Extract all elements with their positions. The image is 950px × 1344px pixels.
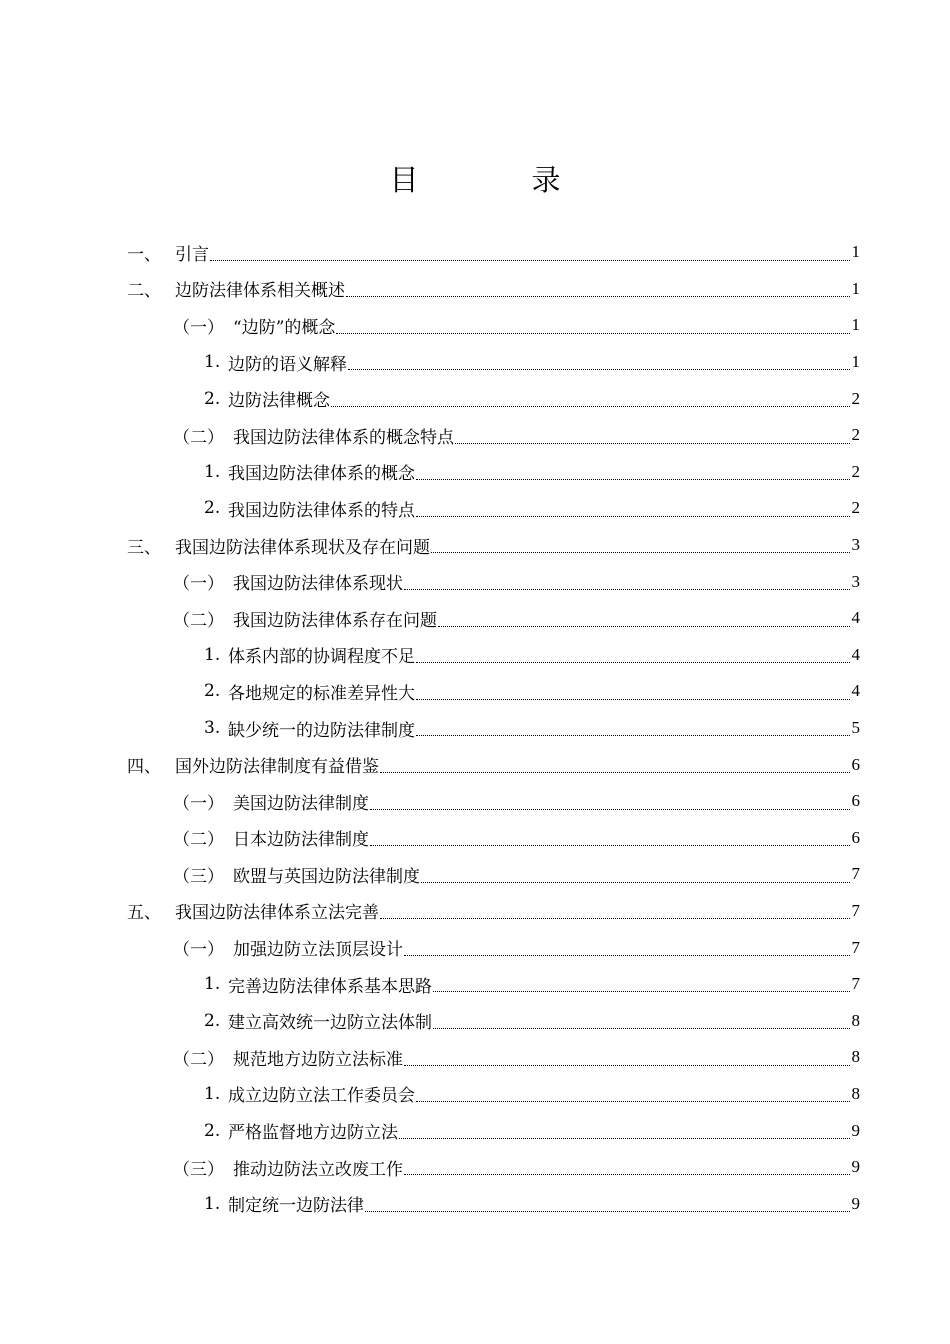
toc-entry-page-number: 5 xyxy=(851,718,860,738)
toc-entry[interactable] xyxy=(127,344,860,381)
toc-entry[interactable] xyxy=(127,710,860,747)
toc-entry-page-number: 3 xyxy=(851,535,860,555)
toc-entry-page-number: 7 xyxy=(851,900,860,920)
toc-entry-page-number: 1 xyxy=(851,315,860,335)
toc-entry[interactable] xyxy=(127,637,860,674)
dot-leader xyxy=(346,296,850,297)
toc-entry-title: 边防的语义解释 xyxy=(228,354,347,375)
toc-entry[interactable] xyxy=(127,820,860,857)
toc-entry[interactable] xyxy=(127,1076,860,1113)
toc-entry-number: （二） xyxy=(173,830,224,851)
dot-leader xyxy=(404,955,850,956)
dot-leader xyxy=(416,735,850,736)
toc-entry[interactable] xyxy=(127,966,860,1003)
toc-entry-title: 欧盟与英国边防法律制度 xyxy=(233,866,420,887)
toc-entry-page-number: 9 xyxy=(851,1120,860,1140)
toc-entry-title: “边防”的概念 xyxy=(233,317,336,338)
toc-entry-title: 我国边防法律体系的特点 xyxy=(228,500,415,521)
toc-entry-title: 严格监督地方边防立法 xyxy=(228,1123,398,1144)
toc-entry[interactable] xyxy=(127,490,860,527)
dot-leader xyxy=(416,662,850,663)
toc-entry-title: 完善边防法律体系基本思路 xyxy=(228,976,432,997)
toc-entry-title: 缺少统一的边防法律制度 xyxy=(228,720,415,741)
toc-list xyxy=(127,234,860,1222)
toc-entry-number: （一） xyxy=(173,317,224,338)
toc-entry-title: 美国边防法律制度 xyxy=(233,793,369,814)
toc-entry-title: 加强边防立法顶层设计 xyxy=(233,940,403,961)
toc-entry-page-number: 2 xyxy=(851,425,860,445)
toc-entry[interactable] xyxy=(127,893,860,930)
dot-leader xyxy=(348,369,850,370)
dot-leader xyxy=(421,882,850,883)
toc-entry-page-number: 7 xyxy=(851,974,860,994)
toc-entry[interactable] xyxy=(127,1002,860,1039)
toc-entry[interactable] xyxy=(127,1112,860,1149)
toc-entry-number: （一） xyxy=(173,940,224,961)
dot-leader xyxy=(416,699,850,700)
dot-leader xyxy=(404,1174,850,1175)
dot-leader xyxy=(370,809,850,810)
toc-entry-number: （一） xyxy=(173,793,224,814)
toc-entry-title: 引言 xyxy=(175,244,209,265)
toc-entry-page-number: 3 xyxy=(851,571,860,591)
dot-leader xyxy=(404,589,850,590)
toc-entry-page-number: 1 xyxy=(851,242,860,262)
toc-entry-number: 2. xyxy=(204,1010,221,1031)
toc-entry-number: （一） xyxy=(173,574,224,595)
toc-entry[interactable] xyxy=(127,1039,860,1076)
toc-entry-title: 推动边防法立改废工作 xyxy=(233,1159,403,1180)
toc-entry[interactable] xyxy=(127,271,860,308)
toc-entry-title: 体系内部的协调程度不足 xyxy=(228,647,415,668)
toc-entry-page-number: 6 xyxy=(851,791,860,811)
toc-entry-page-number: 6 xyxy=(851,827,860,847)
toc-entry-number: 1. xyxy=(204,974,221,995)
toc-entry-page-number: 8 xyxy=(851,1010,860,1030)
toc-entry-page-number: 1 xyxy=(851,278,860,298)
toc-entry[interactable] xyxy=(127,1149,860,1186)
toc-entry-page-number: 8 xyxy=(851,1047,860,1067)
toc-entry-page-number: 1 xyxy=(851,352,860,372)
toc-entry-number: 一、 xyxy=(127,244,161,265)
toc-entry[interactable] xyxy=(127,856,860,893)
toc-entry[interactable] xyxy=(127,380,860,417)
toc-entry-number: 2. xyxy=(204,388,221,409)
toc-entry-number: （二） xyxy=(173,427,224,448)
toc-entry-title: 制定统一边防法律 xyxy=(228,1196,364,1217)
toc-entry-number: 1. xyxy=(204,352,221,373)
dot-leader xyxy=(336,333,850,334)
toc-entry-number: 四、 xyxy=(127,757,161,778)
toc-entry-number: 1. xyxy=(204,1193,221,1214)
toc-entry-title: 我国边防法律体系的概念 xyxy=(228,464,415,485)
toc-entry-page-number: 8 xyxy=(851,1083,860,1103)
toc-entry-page-number: 9 xyxy=(851,1157,860,1177)
dot-leader xyxy=(416,479,850,480)
toc-entry-number: 2. xyxy=(204,498,221,519)
dot-leader xyxy=(399,1138,850,1139)
dot-leader xyxy=(370,845,850,846)
toc-entry[interactable] xyxy=(127,454,860,491)
dot-leader xyxy=(380,918,850,919)
toc-entry-number: 2. xyxy=(204,1120,221,1141)
dot-leader xyxy=(455,443,850,444)
toc-entry-page-number: 9 xyxy=(851,1193,860,1213)
dot-leader xyxy=(404,1065,850,1066)
toc-entry-title: 我国边防法律体系立法完善 xyxy=(175,903,379,924)
toc-entry-number: （三） xyxy=(173,866,224,887)
toc-entry-number: 五、 xyxy=(127,903,161,924)
toc-entry-page-number: 4 xyxy=(851,644,860,664)
toc-entry[interactable] xyxy=(127,783,860,820)
toc-entry[interactable] xyxy=(127,307,860,344)
toc-entry-title: 我国边防法律体系的概念特点 xyxy=(233,427,454,448)
toc-entry-title: 我国边防法律体系现状 xyxy=(233,574,403,595)
toc-entry[interactable] xyxy=(127,746,860,783)
toc-entry-number: 二、 xyxy=(127,281,161,302)
toc-entry-number: 1. xyxy=(204,461,221,482)
toc-entry-title: 建立高效统一边防立法体制 xyxy=(228,1013,432,1034)
toc-entry-page-number: 4 xyxy=(851,681,860,701)
toc-entry-title: 国外边防法律制度有益借鉴 xyxy=(175,757,379,778)
toc-entry-title: 我国边防法律体系存在问题 xyxy=(233,610,437,631)
toc-entry-title: 边防法律概念 xyxy=(228,391,330,412)
toc-entry-title: 各地规定的标准差异性大 xyxy=(228,683,415,704)
toc-entry-number: 3. xyxy=(204,718,221,739)
toc-entry-number: （三） xyxy=(173,1159,224,1180)
toc-entry[interactable] xyxy=(127,563,860,600)
toc-entry-title: 我国边防法律体系现状及存在问题 xyxy=(175,537,430,558)
toc-entry-number: 三、 xyxy=(127,537,161,558)
toc-entry[interactable] xyxy=(127,673,860,710)
toc-entry[interactable] xyxy=(127,527,860,564)
toc-entry-page-number: 2 xyxy=(851,388,860,408)
toc-entry-page-number: 2 xyxy=(851,461,860,481)
dot-leader xyxy=(433,1028,850,1029)
toc-entry[interactable] xyxy=(127,234,860,271)
toc-entry-page-number: 6 xyxy=(851,754,860,774)
dot-leader xyxy=(438,626,850,627)
toc-entry-page-number: 4 xyxy=(851,608,860,628)
dot-leader xyxy=(210,260,850,261)
dot-leader xyxy=(331,406,850,407)
dot-leader xyxy=(433,991,850,992)
toc-entry-page-number: 2 xyxy=(851,498,860,518)
toc-entry-title: 边防法律体系相关概述 xyxy=(175,281,345,302)
toc-entry-number: 2. xyxy=(204,681,221,702)
toc-entry-title: 规范地方边防立法标准 xyxy=(233,1049,403,1070)
dot-leader xyxy=(365,1211,850,1212)
toc-entry-page-number: 7 xyxy=(851,937,860,957)
toc-entry-number: 1. xyxy=(204,644,221,665)
toc-entry-page-number: 7 xyxy=(851,864,860,884)
dot-leader xyxy=(416,516,850,517)
toc-entry-number: （二） xyxy=(173,610,224,631)
toc-entry-title: 成立边防立法工作委员会 xyxy=(228,1086,415,1107)
toc-entry[interactable] xyxy=(127,929,860,966)
toc-entry[interactable] xyxy=(127,417,860,454)
toc-entry-number: （二） xyxy=(173,1049,224,1070)
dot-leader xyxy=(416,1101,850,1102)
dot-leader xyxy=(431,552,850,553)
toc-entry-number: 1. xyxy=(204,1083,221,1104)
toc-entry[interactable] xyxy=(127,600,860,637)
dot-leader xyxy=(380,772,850,773)
toc-entry[interactable] xyxy=(127,1185,860,1222)
toc-title: 目 录 xyxy=(389,163,603,197)
toc-entry-title: 日本边防法律制度 xyxy=(233,830,369,851)
